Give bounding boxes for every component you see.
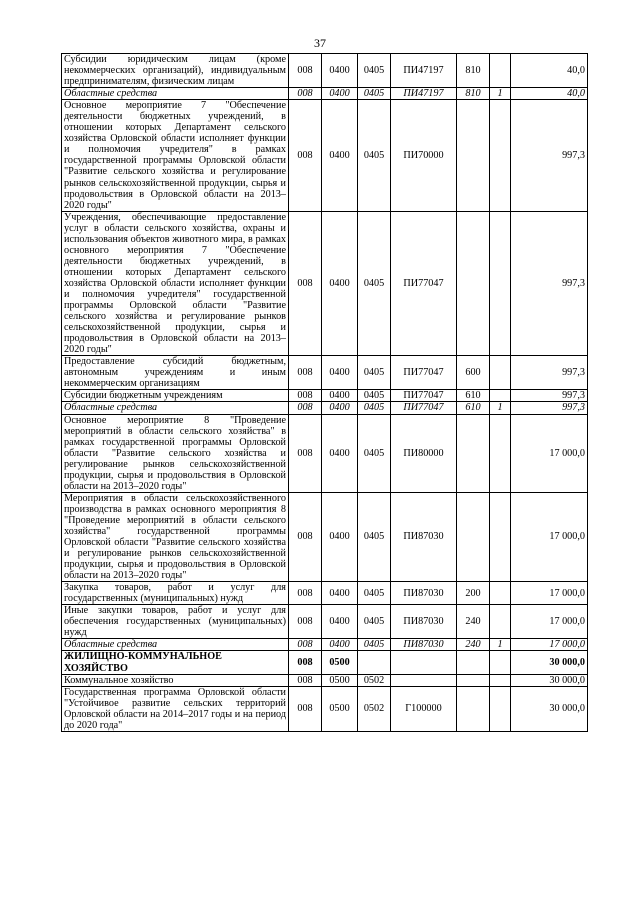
- ministry-code-cell: 008: [289, 402, 322, 414]
- row-name-cell: Мероприятия в области сельскохозяйственного производства в рамках основного мероприятия 8 "Проведение мероприятий в области сельского хозяйства" государственной программы Орловской области "Развитие сельского хозяйства и регулирование рынков сельскохозяйственной продукции, сырья и продовольствия в Орловской области на 2013–2020 годы": [62, 492, 289, 581]
- subsection-code-cell: 0405: [358, 402, 391, 414]
- target-article-cell: ПИ87030: [391, 492, 457, 581]
- row-name-cell: Основное мероприятие 7 "Обеспечение деятельности бюджетных учреждений, в отношении которых Департамент сельского хозяйства Орловской области исполняет функции и полномочия учредителя" в рамках государственной программы Орловской области "Развитие сельского хозяйства и регулирование рынков сельскохозяйственной продукции, сырья и продовольствия в Орловской области на 2013–2020 годы": [62, 100, 289, 211]
- subsection-code-cell: 0405: [358, 390, 391, 402]
- target-article-cell: ПИ87030: [391, 639, 457, 651]
- funding-source-cell: 1: [490, 402, 511, 414]
- target-article-cell: ПИ77047: [391, 390, 457, 402]
- ministry-code-cell: 008: [289, 639, 322, 651]
- funding-source-cell: [490, 414, 511, 492]
- funding-source-cell: [490, 492, 511, 581]
- target-article-cell: ПИ77047: [391, 211, 457, 356]
- funding-source-cell: [490, 100, 511, 211]
- section-code-cell: 0400: [322, 211, 358, 356]
- funding-source-cell: 1: [490, 88, 511, 100]
- section-code-cell: 0500: [322, 686, 358, 731]
- amount-cell: 17 000,0: [511, 639, 588, 651]
- subsection-code-cell: 0405: [358, 582, 391, 605]
- section-code-cell: 0400: [322, 54, 358, 88]
- expense-type-cell: 810: [457, 54, 490, 88]
- expense-type-cell: 610: [457, 390, 490, 402]
- page-number: 37: [314, 36, 326, 50]
- subsection-code-cell: 0405: [358, 639, 391, 651]
- row-name-cell: Субсидии бюджетным учреждениям: [62, 390, 289, 402]
- target-article-cell: ПИ80000: [391, 414, 457, 492]
- expense-type-cell: [457, 492, 490, 581]
- table-row: [62, 639, 588, 651]
- expense-type-cell: 600: [457, 356, 490, 390]
- expense-type-cell: 240: [457, 639, 490, 651]
- amount-cell: 997,3: [511, 356, 588, 390]
- row-name-cell: Основное мероприятие 8 "Проведение мероприятий в области сельского хозяйства" в рамках государственной программы Орловской области "Развитие сельского хозяйства и регулирование рынков сельскохозяйственной продукции, сырья и продовольствия в Орловской области на 2013–2020 годы": [62, 414, 289, 492]
- ministry-code-cell: 008: [289, 605, 322, 639]
- table-row: [62, 211, 588, 356]
- funding-source-cell: [490, 211, 511, 356]
- subsection-code-cell: 0405: [358, 88, 391, 100]
- ministry-code-cell: 008: [289, 54, 322, 88]
- table-row: [62, 356, 588, 390]
- funding-source-cell: [490, 390, 511, 402]
- subsection-code-cell: 0405: [358, 605, 391, 639]
- subsection-code-cell: [358, 651, 391, 674]
- subsection-code-cell: 0502: [358, 686, 391, 731]
- expense-type-cell: [457, 414, 490, 492]
- table-row: [62, 390, 588, 402]
- section-code-cell: 0400: [322, 414, 358, 492]
- expense-type-cell: [457, 686, 490, 731]
- section-code-cell: 0400: [322, 402, 358, 414]
- ministry-code-cell: 008: [289, 100, 322, 211]
- row-name-cell: Закупка товаров, работ и услуг для государственных (муниципальных) нужд: [62, 582, 289, 605]
- expense-type-cell: 240: [457, 605, 490, 639]
- table-row: [62, 492, 588, 581]
- target-article-cell: [391, 651, 457, 674]
- section-code-cell: 0500: [322, 651, 358, 674]
- ministry-code-cell: 008: [289, 492, 322, 581]
- subsection-code-cell: 0405: [358, 356, 391, 390]
- table-row: [62, 54, 588, 88]
- section-code-cell: 0400: [322, 100, 358, 211]
- ministry-code-cell: 008: [289, 390, 322, 402]
- funding-source-cell: 1: [490, 639, 511, 651]
- row-name-cell: Иные закупки товаров, работ и услуг для обеспечения государственных (муниципальных) нужд: [62, 605, 289, 639]
- table-row: [62, 88, 588, 100]
- table-row: [62, 674, 588, 686]
- row-name-cell: Коммунальное хозяйство: [62, 674, 289, 686]
- subsection-code-cell: 0405: [358, 211, 391, 356]
- row-name-cell: Государственная программа Орловской области "Устойчивое развитие сельских территорий Орловской области на 2014–2017 годы и на период до 2020 года": [62, 686, 289, 731]
- expense-type-cell: 610: [457, 402, 490, 414]
- target-article-cell: Г100000: [391, 686, 457, 731]
- row-name-cell: Областные средства: [62, 639, 289, 651]
- ministry-code-cell: 008: [289, 88, 322, 100]
- target-article-cell: ПИ47197: [391, 54, 457, 88]
- ministry-code-cell: 008: [289, 686, 322, 731]
- section-code-cell: 0400: [322, 88, 358, 100]
- amount-cell: 997,3: [511, 402, 588, 414]
- funding-source-cell: [490, 54, 511, 88]
- subsection-code-cell: 0405: [358, 54, 391, 88]
- section-code-cell: 0400: [322, 582, 358, 605]
- table-row: [62, 605, 588, 639]
- subsection-code-cell: 0405: [358, 100, 391, 211]
- amount-cell: 40,0: [511, 88, 588, 100]
- amount-cell: 17 000,0: [511, 605, 588, 639]
- amount-cell: 17 000,0: [511, 582, 588, 605]
- ministry-code-cell: 008: [289, 414, 322, 492]
- amount-cell: 997,3: [511, 211, 588, 356]
- row-name-cell: Областные средства: [62, 88, 289, 100]
- target-article-cell: [391, 674, 457, 686]
- section-code-cell: 0400: [322, 639, 358, 651]
- row-name-cell: Областные средства: [62, 402, 289, 414]
- ministry-code-cell: 008: [289, 674, 322, 686]
- ministry-code-cell: 008: [289, 582, 322, 605]
- target-article-cell: ПИ77047: [391, 402, 457, 414]
- row-name-cell: Предоставление субсидий бюджетным, автономным учреждениям и иным некоммерческим организациям: [62, 356, 289, 390]
- funding-source-cell: [490, 651, 511, 674]
- amount-cell: 40,0: [511, 54, 588, 88]
- target-article-cell: ПИ87030: [391, 582, 457, 605]
- target-article-cell: ПИ70000: [391, 100, 457, 211]
- target-article-cell: ПИ87030: [391, 605, 457, 639]
- funding-source-cell: [490, 605, 511, 639]
- amount-cell: 17 000,0: [511, 492, 588, 581]
- expense-type-cell: 200: [457, 582, 490, 605]
- expense-type-cell: [457, 651, 490, 674]
- expense-type-cell: [457, 211, 490, 356]
- expense-type-cell: [457, 100, 490, 211]
- funding-source-cell: [490, 674, 511, 686]
- target-article-cell: ПИ47197: [391, 88, 457, 100]
- section-code-cell: 0400: [322, 492, 358, 581]
- table-row: [62, 414, 588, 492]
- subsection-code-cell: 0502: [358, 674, 391, 686]
- row-name-cell: Субсидии юридическим лицам (кроме некоммерческих организаций), индивидуальным предпринимателям, физическим лицам: [62, 54, 289, 88]
- row-name-cell: ЖИЛИЩНО-КОММУНАЛЬНОЕ ХОЗЯЙСТВО: [62, 651, 289, 674]
- table-row: [62, 402, 588, 414]
- section-code-cell: 0500: [322, 674, 358, 686]
- amount-cell: 997,3: [511, 100, 588, 211]
- table-row: [62, 651, 588, 674]
- ministry-code-cell: 008: [289, 211, 322, 356]
- expense-type-cell: 810: [457, 88, 490, 100]
- amount-cell: 997,3: [511, 390, 588, 402]
- funding-source-cell: [490, 356, 511, 390]
- subsection-code-cell: 0405: [358, 414, 391, 492]
- table-row: [62, 100, 588, 211]
- ministry-code-cell: 008: [289, 651, 322, 674]
- table-row: [62, 582, 588, 605]
- amount-cell: 30 000,0: [511, 674, 588, 686]
- row-name-cell: Учреждения, обеспечивающие предоставление услуг в области сельского хозяйства, охраны и использования объектов животного мира, в рамках основного мероприятия 7 "Обеспечение деятельности бюджетных учреждений, в отношении которых Департамент сельского хозяйства Орловской области исполняет функции и полномочия учредителя" государственной программы Орловской области "Развитие сельского хозяйства и регулирование рынков сельскохозяйственной продукции, сырья и продовольствия в Орловской области на 2013–2020 годы": [62, 211, 289, 356]
- expense-type-cell: [457, 674, 490, 686]
- amount-cell: 30 000,0: [511, 651, 588, 674]
- section-code-cell: 0400: [322, 390, 358, 402]
- budget-table: [61, 53, 588, 732]
- funding-source-cell: [490, 582, 511, 605]
- amount-cell: 17 000,0: [511, 414, 588, 492]
- section-code-cell: 0400: [322, 356, 358, 390]
- target-article-cell: ПИ77047: [391, 356, 457, 390]
- funding-source-cell: [490, 686, 511, 731]
- section-code-cell: 0400: [322, 605, 358, 639]
- budget-table-body: [62, 54, 588, 732]
- subsection-code-cell: 0405: [358, 492, 391, 581]
- table-row: [62, 686, 588, 731]
- ministry-code-cell: 008: [289, 356, 322, 390]
- amount-cell: 30 000,0: [511, 686, 588, 731]
